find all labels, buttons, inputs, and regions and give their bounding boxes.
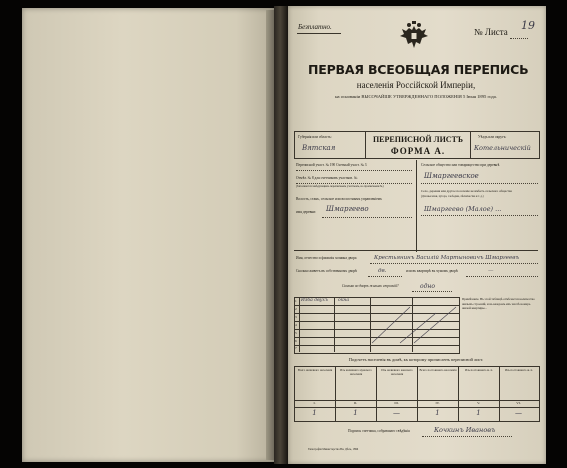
owner-value: Крестьянинъ Василій Мартыновичъ Шмаргеевъ: [374, 255, 520, 261]
grid-row-number: 2: [295, 307, 297, 311]
owner-label: Имя, отчество и фамилія хозяина двора: [296, 256, 357, 260]
owner-line: [370, 263, 538, 264]
volost-field: Волость, станъ, сельское или волостнымъ управленіемъ: [296, 197, 382, 201]
enumerator-field: Отмѣт. № 8 для счетчиковъ участков. №: [296, 176, 358, 180]
signature-value: Кочкинъ Ивановъ: [434, 426, 496, 434]
census-district-field: Переписной участ. № 190 Счетный участ. № 3: [296, 163, 367, 167]
form-main-title: ПЕРВАЯ ВСЕОБЩАЯ ПЕРЕПИСЬ: [308, 62, 529, 77]
grid-strike-marks: [370, 305, 458, 345]
community-value: Шмаргеевское: [424, 172, 479, 180]
totals-value-row-line: [294, 407, 539, 408]
gubernia-label: Губернія или область:: [298, 135, 332, 139]
totals-value: 1: [435, 409, 440, 417]
household-line: [368, 276, 402, 277]
buildings-count-line: [412, 291, 452, 292]
settlement-field: Село, деревня или другое поселеніе не имѣетъ сельскаго общества: [421, 189, 512, 193]
community-field: Сельское общество или товарищество при деревнѣ: [421, 163, 500, 167]
grid-row-number: 1: [295, 299, 297, 303]
form-legal-basis: на основаніи ВЫСОЧАЙШЕ УТВЕРЖДЕННАГО ПОЛОЖЕНІЯ 5 Іюня 1895 года.: [335, 94, 497, 99]
uezd-label: Уѣздъ или округъ:: [478, 135, 507, 139]
grid-row1-windows: окна: [338, 298, 350, 303]
location-section-rule: [294, 250, 538, 251]
totals-col-code: I.: [313, 401, 316, 405]
header-divider-right: [470, 131, 471, 158]
sheet-number-label: № Листа: [474, 27, 508, 37]
totals-value: 1: [353, 409, 358, 417]
enumerator-note: (Заполняется завѣдующимъ переписнымъ участкомъ, но прописными №): [296, 185, 384, 188]
totals-value: —: [393, 409, 400, 417]
totals-value: —: [515, 409, 522, 417]
apartment-value: —: [488, 268, 494, 274]
village-name-label: имя деревни:: [296, 210, 317, 214]
grid-row-number: 3: [295, 315, 297, 319]
totals-col-code: III.: [394, 401, 399, 405]
stamp-underline: [297, 33, 341, 34]
grid-row-number: 7: [295, 346, 297, 350]
uezd-value: Котельническій: [474, 144, 531, 152]
census-district-line: [296, 170, 412, 171]
grid-row-line-6: [294, 345, 459, 346]
sheet-number-value: 19: [521, 19, 535, 32]
totals-col-code: IV.: [435, 401, 440, 405]
buildings-count-label: Сколько во дворѣ жилыхъ строеній?: [342, 284, 399, 288]
totals-col-header: Всего наличнаго населенія: [297, 368, 333, 372]
totals-col-code: V.: [477, 401, 480, 405]
totals-col-header: Изъ наличнаго мужского населенія: [340, 368, 372, 376]
form-type-subtitle: ФОРМА А.: [390, 146, 446, 156]
enumerator-line: [296, 183, 412, 184]
totals-value: 1: [476, 409, 481, 417]
grid-row1-building: Изба двухъ: [301, 298, 328, 303]
form-type-title: ПЕРЕПИСНОЙ ЛИСТЪ: [372, 135, 464, 144]
household-value: дв.: [378, 268, 387, 274]
totals-code-row-line: [294, 400, 539, 401]
print-note: Типографія Министерства Вн. Дѣлъ, 1896: [308, 448, 359, 451]
double-headed-eagle-icon: [396, 20, 432, 52]
totals-title: Подсчетъ населенія въ домѣ, къ которому причисленъ переписной лист.: [348, 357, 484, 362]
totals-col-header: Всего постояннаго населенія: [419, 368, 457, 372]
location-column-divider: [416, 160, 417, 252]
totals-col-code: II.: [353, 401, 358, 405]
sheet-number-line: [510, 38, 528, 39]
blank-left-page: [22, 8, 274, 462]
header-divider-left: [365, 131, 366, 158]
gubernia-value: Вятская: [302, 144, 336, 152]
buildings-side-note: Примѣчаніе. Въ этой таблицѣ отмѣчается количество жилыхъ строеній, и въ каждомъ ихъ числѣ номеръ жилой квартиры...: [462, 297, 535, 311]
free-stamp: Безплатно.: [298, 23, 332, 31]
signature-label: Подпись счетчика, собравшаго свѣдѣнія: [348, 429, 410, 433]
apartment-line: [466, 276, 538, 277]
totals-col-code: VI.: [516, 401, 521, 405]
book-spine: [274, 6, 288, 464]
buildings-count-value: одно: [420, 283, 435, 290]
form-subtitle: населенія Россійской Имперіи,: [356, 80, 476, 90]
settlement-value: Шмаргеево (Малое) ...: [424, 205, 502, 213]
grid-row-number: 6: [295, 339, 297, 343]
signature-line: [422, 436, 512, 437]
apartment-label: или въ квартирѣ въ чужомъ дворѣ: [406, 269, 458, 273]
community-line: [421, 183, 538, 184]
totals-col-header: Изъ постояннаго м. п.: [465, 368, 493, 372]
left-page-edge: [266, 10, 274, 460]
settlement-note: (Для выселки, хутора, слободки, лѣсничества и т. д.): [421, 195, 484, 198]
grid-row-number: 4: [295, 323, 297, 327]
settlement-line: [421, 215, 538, 216]
village-name-line: [322, 217, 412, 218]
totals-col-header: Изъ постояннаго ж. п.: [504, 368, 534, 372]
household-label: Сколько живетъ въ собственномъ дворѣ: [296, 269, 358, 273]
village-name-value: Шмаргеево: [326, 205, 369, 213]
census-form-page: [288, 6, 546, 464]
grid-row-number: 5: [295, 331, 297, 335]
totals-value: 1: [312, 409, 317, 417]
totals-col-header: Изъ наличнаго женскаго населенія: [381, 368, 413, 376]
